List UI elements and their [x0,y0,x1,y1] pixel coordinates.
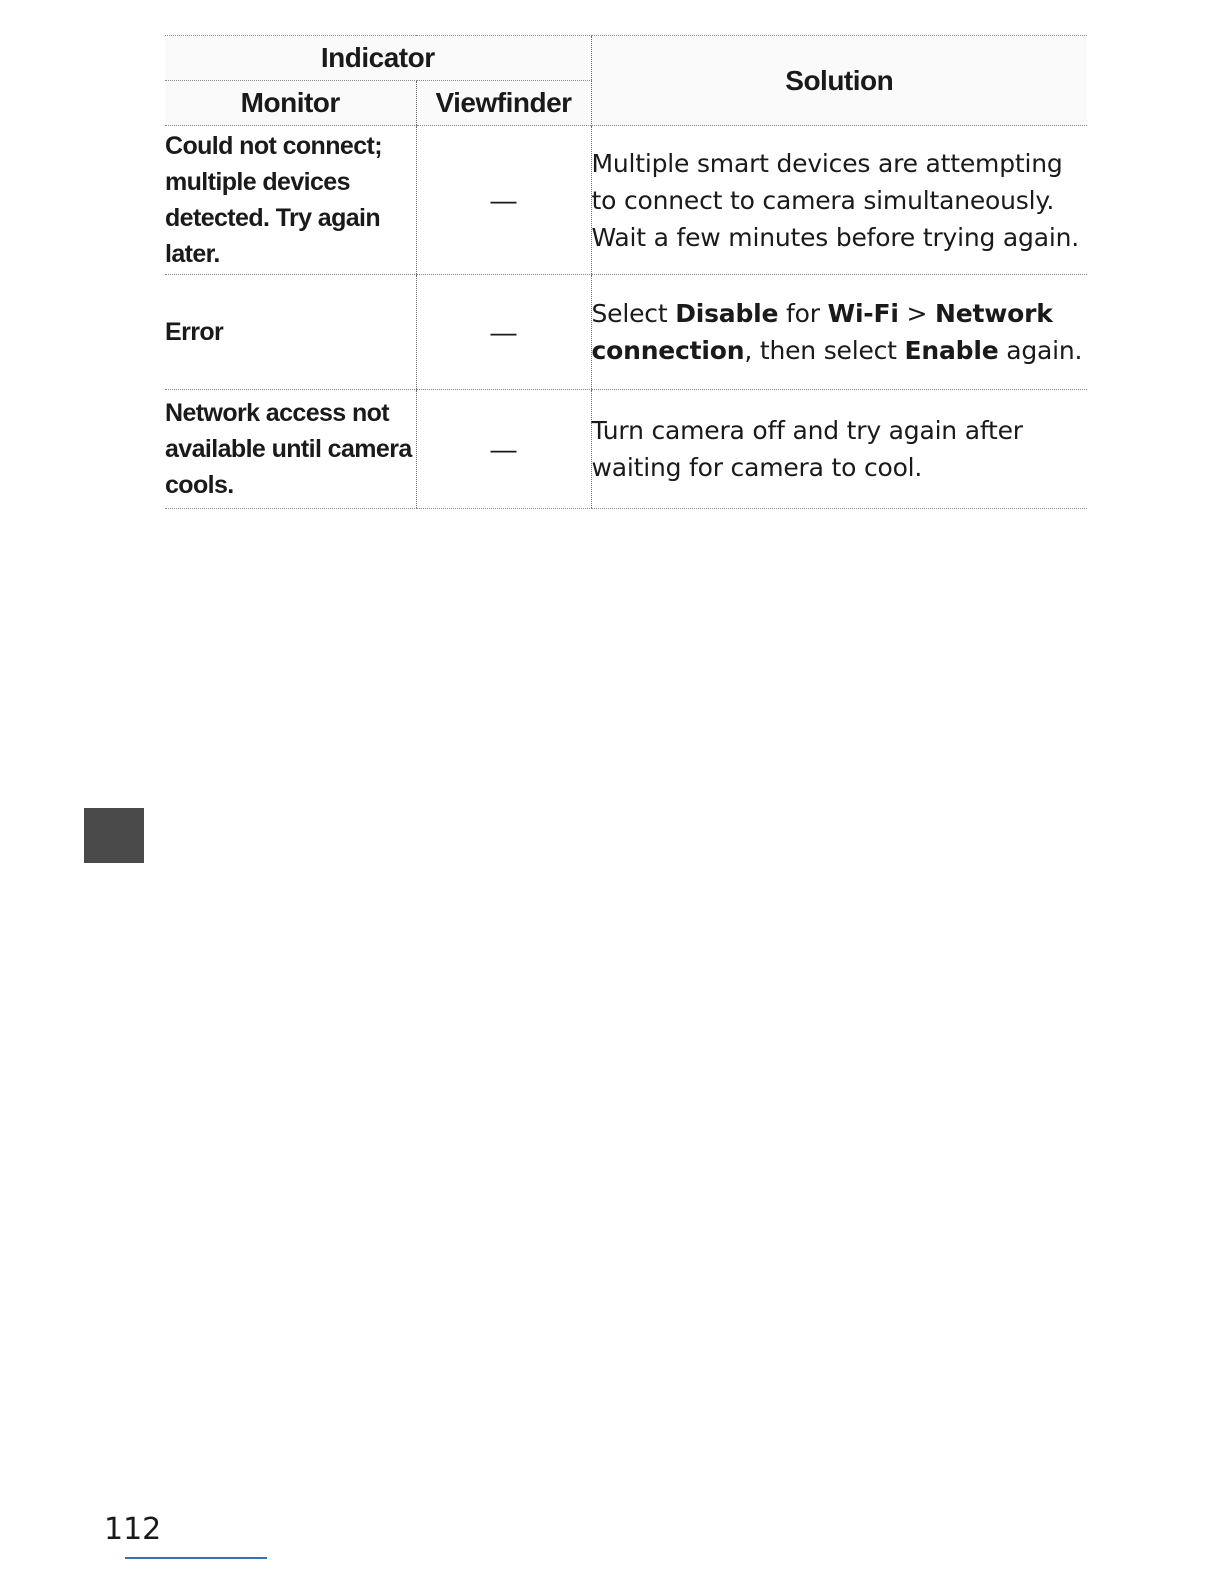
page-number: 112 [104,1512,162,1547]
section-thumb-tab [84,808,144,863]
solution-run: Turn camera off and try again after waiting for camera to cool. [591,416,1023,482]
page-number-rule [125,1557,267,1559]
solution-run: again. [998,336,1083,365]
header-solution: Solution [591,36,1087,126]
solution-run: Select [591,299,676,328]
monitor-message: Network access not available until camera cools. [165,390,416,509]
solution-text [591,126,1087,275]
header-indicator: Indicator [165,36,591,81]
table-row [165,126,1087,275]
solution-emphasis: Network connection [591,299,1053,365]
monitor-message: Error [165,275,416,390]
solution-emphasis: Enable [904,336,999,365]
table-row [165,275,1087,390]
table-row [165,390,1087,509]
solution-run: , then select [744,336,905,365]
viewfinder-indicator: — [416,126,591,275]
solution-run: for [778,299,828,328]
viewfinder-indicator: — [416,390,591,509]
solution-text [591,275,1087,390]
solution-run: > [898,299,935,328]
monitor-message: Could not connect; multiple devices detected. Try again later. [165,126,416,275]
solution-emphasis: Disable [675,299,779,328]
solution-emphasis: Wi-Fi [827,299,899,328]
solution-run: Multiple smart devices are attempting to connect to camera simultaneously. Wait a few minutes before trying again. [591,148,1079,252]
solution-text [591,390,1087,509]
header-monitor: Monitor [165,81,416,126]
troubleshooting-table [165,35,1087,509]
viewfinder-indicator: — [416,275,591,390]
header-viewfinder: Viewfinder [416,81,591,126]
